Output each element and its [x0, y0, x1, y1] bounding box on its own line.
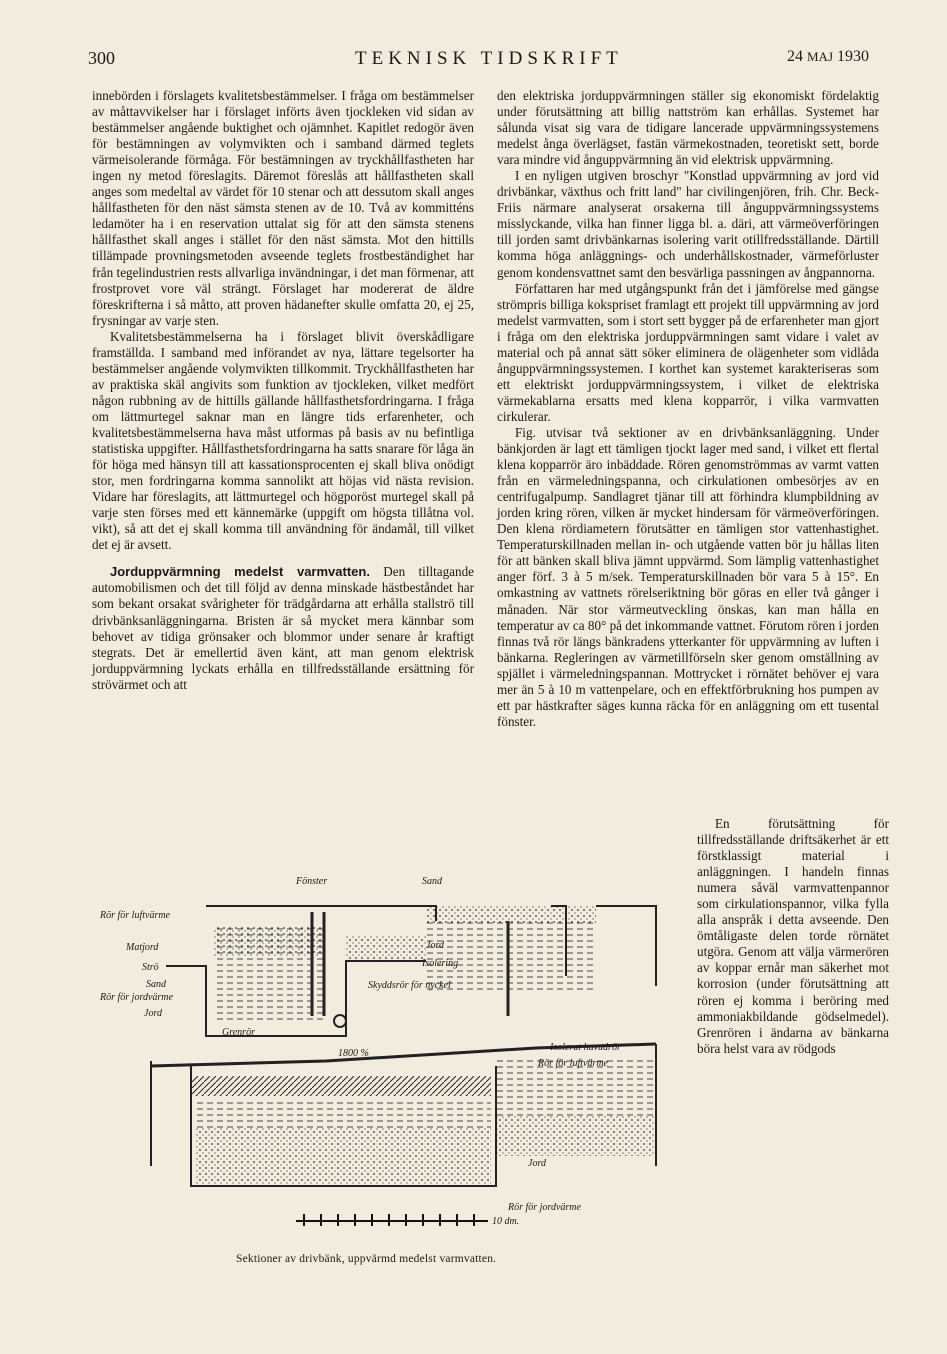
label-isolerat-huvudror: Isolerat huvudrör	[550, 1042, 621, 1053]
right-column-narrow	[697, 816, 889, 1057]
label-scale: 10 dm.	[492, 1216, 520, 1227]
label-grenror: Grenrör	[222, 1027, 255, 1038]
label-sand-top: Sand	[422, 876, 442, 887]
label-jord-lower: Jord	[528, 1158, 546, 1169]
label-skyddsror: Skyddsrör för nyckel	[368, 980, 451, 991]
right-column	[497, 88, 879, 730]
paragraph: En förutsättning för tillfredsställande driftsäkerhet är ett förstklassigt material i anläggningen. I handeln finnas numera såväl varmvattenpannor som cirkulationspannor, vilka fylla alla anspråk i detta avseende. Den ömtåligaste delen torde rörnätet utgöra. Genom att välja värmerören av koppar ernår man säkerhet mot korrosion (under förutsättning att rören ej komma i beröring med ammoniakbildande gödselmedel). Grenrören i ändarna av bänkarna böra helst vara av rödgods	[697, 816, 889, 1056]
paragraph: Författaren har med utgångspunkt från det i jämförelse med gängse strömpris billiga kokspriset framlagt ett projekt till uppvärmning av jord medelst varmvatten, som i stort sett bygger på de erfarenheter man gjort i fråga om den elektriska jorduppvärmningen samt vidare i valet av material och på annat sätt söker eliminera de olägenheter som vidlåda ånguppvärmningssystemen. I korthet kan systemet karakteriseras som ett elektriskt jorduppvärmningssystem, i vilket de elektriska värmekablarna ersatts med klena kopparrör, i vilka varmvatten cirkulerar.	[497, 280, 879, 424]
left-column	[92, 88, 474, 693]
label-ror-jordvarme-2: Rör för jordvärme	[508, 1202, 581, 1213]
figure-caption: Sektioner av drivbänk, uppvärmd medelst varmvatten.	[236, 1253, 497, 1265]
paragraph: innebörden i förslagets kvalitetsbestämmelser. I fråga om bestämmelser av måttavvikelser har i förslaget införts även tjockleken vid sidan av bestämmelser angående buktighet och ojämnhet. Kapitlet redogör även för bestämningen av volymvikten och i samband därmed teglets värmeisolerande förmåga. För bestämningen av tryckhållfastheten har ingen ny metod föreslagits. Däremot föreslås att hållfastheten skall anges som medeltal av värdet för 10 stenar och att dessutom skall anges hållfastheten för den näst sämsta stenen av de 10. Två av kommitténs ledamöter ha i en reservation uttalat sig för att den sämsta stenens hållfasthet skall anges i stället för den näst sämsta. Mot den hittills tillämpade provningsmetoden avseende teglets frostbeständighet har från tegelindustrien rests allvarliga invändningar, i det man förmenar, att frostprovet vore väl strängt. Förslaget har modererat de äldre föreskrifterna i så måtto, att proven hädanefter skulle omfatta 20, ej 25, frysningar av varje sten.	[92, 88, 474, 328]
lower-section	[151, 1044, 656, 1226]
label-jord: Jord	[144, 1008, 162, 1019]
date-year: 1930	[837, 48, 870, 65]
section-paragraph	[92, 564, 474, 692]
drivbank-section-figure	[96, 866, 694, 1258]
paragraph-text: Den tilltagande automobilismen och det till följd av denna minskade hästbeståndet har som bekant orsakat svårigheter för trädgårdarna att erhålla stallströ till drivbänksanläggningarna. Bristen är så mycket mera kännbar som behovet av tidiga grönsaker och blommor under senare år kraftigt stegrats. Det är emellertid även känt, att man genom elektrisk jorduppvärmning lyckats erhålla en tillfredsställande ersättning för strövärmet och att	[92, 564, 474, 692]
section-heading: Jorduppvärmning medelst varmvatten.	[110, 564, 370, 580]
label-ror-luftvarme: Rör för luftvärme	[100, 910, 170, 921]
label-dimension: 1800 %	[338, 1048, 369, 1059]
issue-date	[787, 48, 869, 78]
label-stro: Strö	[142, 962, 159, 973]
label-matjord: Matjord	[126, 942, 159, 953]
paragraph: Fig. utvisar två sektioner av en drivbänksanläggning. Under bänkjorden är lagt ett tämligen tjockt lager med sand, i vilket ett flertal klena kopparrör äro inbäddade. Rören genomströmmas av varmt vatten från en värmeledningspanna, och cirkulationen ombesörjes av en centrifugalpump. Sandlagret tjänar till att förhindra klumpbildning av jorden kring rören, vilken är mycket hindersam för värmeöverföringen. Den klena rördiametern förutsätter en tämligen stor vattenhastighet. Temperaturskillnaden mellan in- och utgående vatten bör ju hållas liten för att bänken skall bliva jämnt uppvärmd. Som lämplig vattenhastighet anger förf. 3 à 5 m/sek. Temperaturskillnaden bör vara 5 à 15°. En omkastning av vattnets rörelseriktning bör göras en eller två gånger i månaden. När stor värmeutveckling önskas, kan man hålla en temperatur av ca 80° på det inkommande vattnet. Förutom rören i jorden finnas två rör längs bänkradens ytterkanter för uppvärmning av luften i bänkarna. Regleringen av värmetillförseln sker genom omställning av spjället i värmeledningspannan. Mottrycket i rörnätet behöver ej vara mer än 5 à 10 m vattenpelare, och en effektförbrukning hos pumpen av ett par hästkrafter säges kunna räcka för en anläggning om ett tusental fönster.	[497, 424, 879, 729]
page-number: 300	[88, 48, 115, 68]
paragraph: I en nyligen utgiven broschyr "Konstlad uppvärmning av jord vid drivbänkar, växthus och fritt land" har civilingenjören, frih. Chr. Beck-Friis närmare analyserat orsakerna till ånguppvärmningssystems misslyckande, vilka han finner ligga bl. a. däri, att värmeöverföringen till jorden samt drivbänkarnas isolering varit otillfredsställande. Därtill komma höga anläggnings- och underhållskostnader, värmeförluster genom kondensvattnet samt den besvärliga passningen av ångpannorna.	[497, 168, 879, 280]
date-month: MAJ	[807, 49, 834, 64]
label-sand: Sand	[146, 979, 166, 990]
label-fonster: Fönster	[296, 876, 328, 887]
label-jord-right: Jord	[426, 940, 444, 951]
paragraph: Kvalitetsbestämmelserna ha i förslaget blivit överskådligare framställda. I samband med införandet av nya, lättare tegelsorter ha bestämmelser angående volymvikten tillkommit. Tryckhållfastheten har av praktiska skäl angivits som funktion av tjockleken, vilket medfört någon rubbning av de hittills gällande hållfasthetsfordringarna. I fråga om lättmurtegel saknar man en längre tids erfarenheter, och kvalitetsbestämmelserna hava måst utformas på basis av nu befintliga statistiska uppgifter. Hållfasthetsfordringarna ha satts snarare för låga än för höga med hänsyn till att kassationsprocenten ej skall bliva onödigt stor, men fordringarna komma sannolikt att höjas vid nästa revision. Vidare har föreslagits, att lättmurtegel och högporöst murtegel skall på varje sten förses med ett kännemärke (uppgift om högsta tillåtna vol. vikt), så att det ej skall komma till användning för ändamål, till vilket det ej är avsett.	[92, 328, 474, 553]
paragraph: den elektriska jorduppvärmningen ställer sig ekonomiskt fördelaktig under förutsättning att billig nattström kan erhållas. Systemet har sålunda visat sig vara de tidigare lancerade uppvärmningssystemens medelst ånga överlägset, fastän värmekostnaden, teoretiskt sett, borde vara mindre vid ånguppvärmning än vid elektrisk uppvärmning.	[497, 88, 879, 168]
label-ror-jordvarme: Rör för jordvärme	[100, 992, 173, 1003]
date-day: 24	[787, 48, 803, 65]
label-ror-luftvarme-2: Rör för luftvärme	[538, 1058, 608, 1069]
upper-section	[166, 906, 656, 1036]
journal-title: TEKNISK TIDSKRIFT	[355, 48, 623, 69]
label-isolering: Isolering	[422, 958, 459, 969]
